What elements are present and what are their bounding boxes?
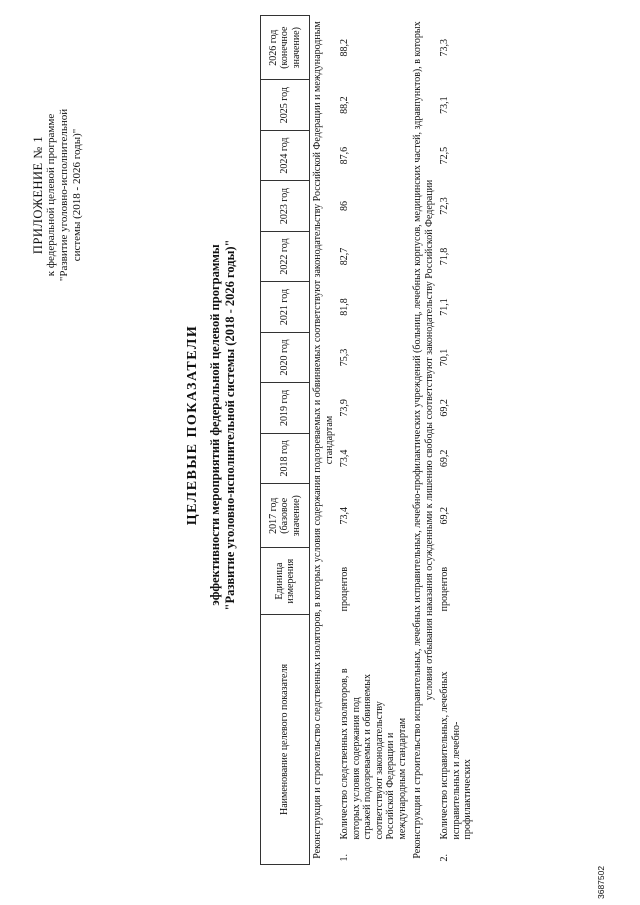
appendix-title: ПРИЛОЖЕНИЕ № 1 (31, 135, 45, 255)
row-1-value-2026: 88,2 (339, 38, 350, 57)
appendix-header (32, 45, 84, 345)
header-2020: 2020 год (261, 332, 310, 382)
section-heading-2 (410, 16, 437, 865)
indicators-table (260, 15, 476, 865)
row-1-value-2018: 73,4 (339, 449, 350, 468)
header-2018: 2018 год (261, 433, 310, 483)
header-unit: Единица измерения (261, 548, 310, 615)
table-row-2 (437, 16, 476, 865)
header-2022: 2022 год (261, 231, 310, 281)
header-2019: 2019 год (261, 383, 310, 433)
row-2-name-cell (437, 614, 476, 864)
appendix-line-2: к федеральной целевой программе (45, 113, 57, 277)
row-1-value-2023: 86 (339, 201, 350, 212)
row-1-name-cell (337, 614, 410, 864)
row-2-value-2020: 70,1 (439, 348, 450, 367)
row-2-value-2021: 71,1 (439, 298, 450, 316)
row-2-name: Количество исправительных, лечебных исправительных и лечебно-профилактических (439, 671, 473, 840)
header-2023: 2023 год (261, 181, 310, 231)
row-2-unit: процентов (439, 566, 450, 612)
row-1-value-2021: 81,8 (339, 298, 350, 316)
row-1-value-2017: 73,4 (339, 507, 350, 525)
row-2-value-2026: 73,3 (439, 38, 450, 57)
row-1-value-2024: 87,6 (339, 146, 350, 165)
section-1-text: Реконструкция и строительство следственных изоляторов, в которых условия содержания подозреваемых и обвиняемых соответствуют законодательству Российской Федерации и международным стандартам (312, 21, 335, 859)
row-1-value-2019: 73,9 (339, 399, 350, 417)
header-2024: 2024 год (261, 130, 310, 180)
section-2-text: Реконструкция и строительство исправительных, лечебных исправительных, лечебно-профилактических учреждений (больниц, лечебных корпусов, медицинских частей, здравпунктов), в которых условия отбывания наказания осужденными к лишению свободы соответствуют законодательству Российской Федерации (412, 21, 435, 859)
header-base-2017: 2017 год (базовое значение) (261, 484, 310, 548)
row-2-value-2025: 73,1 (439, 96, 450, 114)
row-1-value-2020: 75,3 (339, 348, 350, 367)
row-1-value-2022: 82,7 (339, 247, 350, 266)
row-2-index: 2. (439, 854, 450, 862)
title-sub-2: "Развитие уголовно-исполнительной системы (2018 - 2026 годы)" (223, 239, 237, 611)
row-1-index: 1. (339, 854, 350, 862)
row-2-value-2022: 71,8 (439, 247, 450, 266)
title-sub-1: эффективности мероприятий федеральной целевой программы (208, 244, 222, 606)
appendix-line-4: системы (2018 - 2026 годы)" (71, 128, 83, 262)
header-2021: 2021 год (261, 282, 310, 332)
table-row-1 (337, 16, 410, 865)
row-2-value-2018: 69,2 (439, 449, 450, 468)
document-stamp-number: 3687502 (596, 865, 606, 899)
table-header (261, 16, 310, 865)
header-2026-final: 2026 год (конечное значение) (261, 16, 310, 80)
row-2-value-2024: 72,5 (439, 146, 450, 165)
section-heading-1 (310, 16, 338, 865)
row-2-value-2019: 69,2 (439, 399, 450, 417)
document-title (184, 165, 238, 685)
row-1-name: Количество следственных изоляторов, в которых условия содержания под стражей подозреваемых и обвиняемых соответствуют законодательству Российской Федерации и международным стандартам (339, 668, 408, 840)
title-main: ЦЕЛЕВЫЕ ПОКАЗАТЕЛИ (185, 324, 200, 526)
header-2025: 2025 год (261, 80, 310, 130)
row-2-value-2017: 69,2 (439, 507, 450, 525)
header-name: Наименование целевого показателя (261, 614, 310, 864)
row-2-value-2023: 72,3 (439, 197, 450, 215)
appendix-line-3: "Развитие уголовно-исполнительной (58, 108, 70, 282)
row-1-unit: процентов (339, 566, 350, 612)
row-1-value-2025: 88,2 (339, 96, 350, 114)
